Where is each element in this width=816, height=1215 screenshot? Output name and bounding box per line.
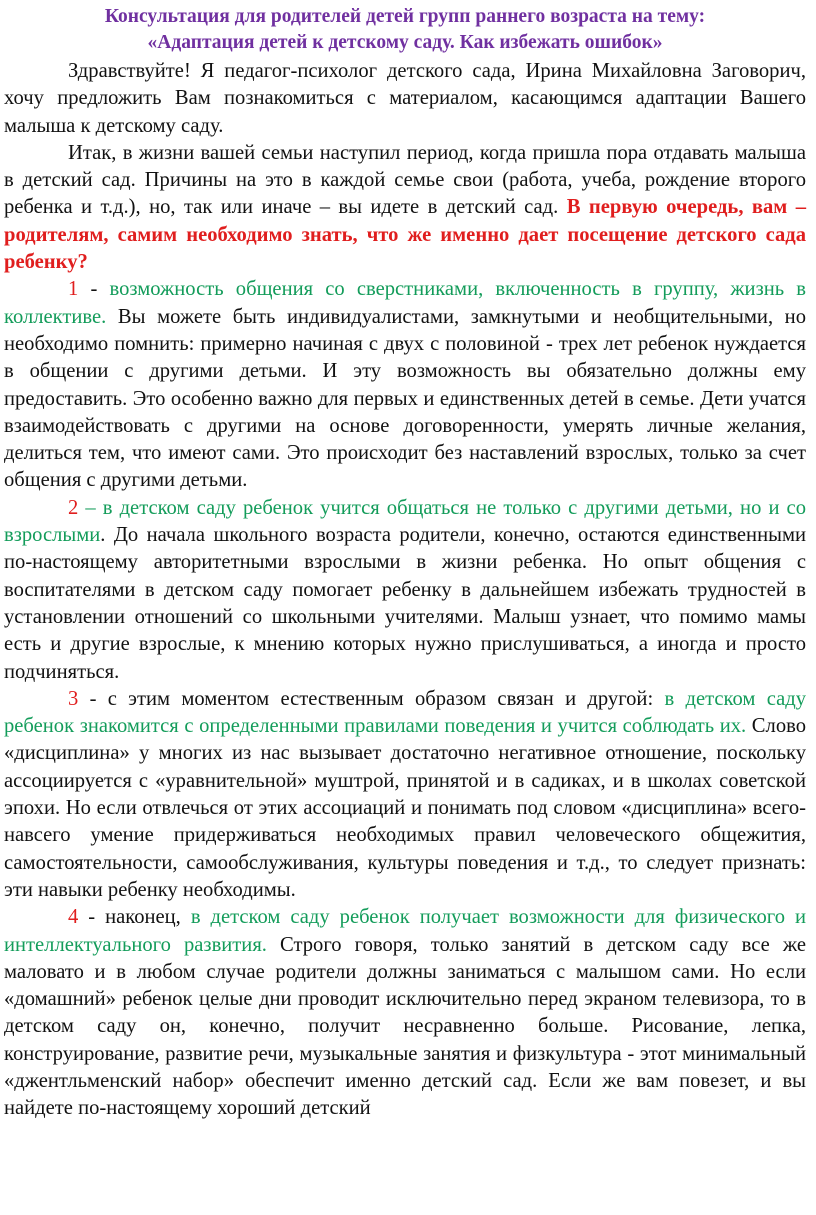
item-text: . До начала школьного возраста родители, конечно, остаются единственными по-настоящему авторитетными взрослыми в жизни ребенка. Но опыт общения с воспитателями в детском саду помогает ребенку в дальнейшем избежать трудностей в установлении отношений со школьными учителями. Малыш узнает, что помимо мамы есть и другие взрослые, к мнению которых нужно прислушиваться, а иногда и просто подчиняться. (4, 524, 806, 683)
item-highlight: в детском саду ребенок знакомится с определенными правилами поведения и учится соблюдать их. (4, 687, 807, 738)
item-text: Вы можете быть индивидуалистами, замкнутыми и необщительными, но необходимо помнить: примерно начиная с двух с половиной - трех лет ребенок нуждается в общении с другими детьми. И эту возможность вы обязательно должны ему предоставить. Это особенно важно для первых и единственных детей в семье. Дети учатся взаимодействовать с другими на основе договоренности, умерять личные желания, делиться тем, что имеют сами. Это происходит без наставлений взрослых, только за счет общения с другими детьми. (4, 305, 806, 492)
title-line-2: «Адаптация детей к детскому саду. Как избежать ошибок» (147, 32, 663, 53)
item-lead: - (78, 278, 110, 301)
item-lead: - наконец, (78, 906, 191, 929)
paragraph-item-4 (4, 904, 806, 1122)
item-text: Строго говоря, только занятий в детском саду все же маловато и в любом случае родители должны заниматься с малышом сами. Но если «домашний» ребенок целые дни проводит исключительно перед экраном телевизора, то в детском саду он, конечно, получит несравненно больше. Рисование, лепка, конструирование, развитие речи, музыкальные занятия и физкультура - этот минимальный «джентльменский набор» обеспечит именно детский сад. Если же вам повезет, и вы найдете по-настоящему хороший детский (4, 933, 806, 1120)
item-highlight: – в детском саду ребенок учится общаться не только с другими детьми, но и со взрослыми (4, 496, 806, 547)
title-line-1: Консультация для родителей детей групп раннего возраста на тему: (104, 6, 706, 27)
item-highlight: в детском саду ребенок получает возможности для физического и интеллектуального развития. (4, 906, 807, 956)
paragraph-item-2 (4, 495, 806, 686)
intro-text: Итак, в жизни вашей семьи наступил период, когда пришла пора отдавать малыша в детский сад. Причины на это в каждой семье свои (работа, учеба, рождение второго ребенка и т.д.), но, так или иначе – вы идете в детский сад. (4, 141, 806, 219)
paragraph-intro (4, 140, 806, 276)
item-number: 3 (68, 687, 79, 710)
item-number: 4 (68, 906, 79, 929)
document-title (4, 4, 806, 56)
intro-emphasis: В первую очередь, вам – родителям, самим необходимо знать, что же именно дает посещение детского сада ребенку? (4, 196, 807, 274)
paragraph-item-1 (4, 276, 806, 494)
paragraph-item-3 (4, 686, 806, 904)
item-text: Слово «дисциплина» у многих из нас вызывает достаточно негативное отношение, поскольку ассоциируется с «уравнительной» муштрой, принятой и в садиках, и в школах советской эпохи. Но если отвлечься от этих ассоциаций и понимать под словом «дисциплина» всего-навсего умение придерживаться необходимых правил человеческого общежития, самостоятельности, самообслуживания, культуры поведения и т.д., то следует признать: эти навыки ребенку необходимы. (4, 715, 806, 901)
item-highlight: возможность общения со сверстниками, включенность в группу, жизнь в коллективе. (4, 278, 807, 328)
item-number: 1 (68, 278, 79, 301)
item-lead: - с этим моментом естественным образом связан и другой: (78, 687, 665, 710)
item-number: 2 (68, 496, 79, 519)
paragraph-greeting: Здравствуйте! Я педагог-психолог детского сада, Ирина Михайловна Заговорич, хочу предложить Вам познакомиться с материалом, касающимся адаптации Вашего малыша к детскому саду. (4, 60, 806, 137)
